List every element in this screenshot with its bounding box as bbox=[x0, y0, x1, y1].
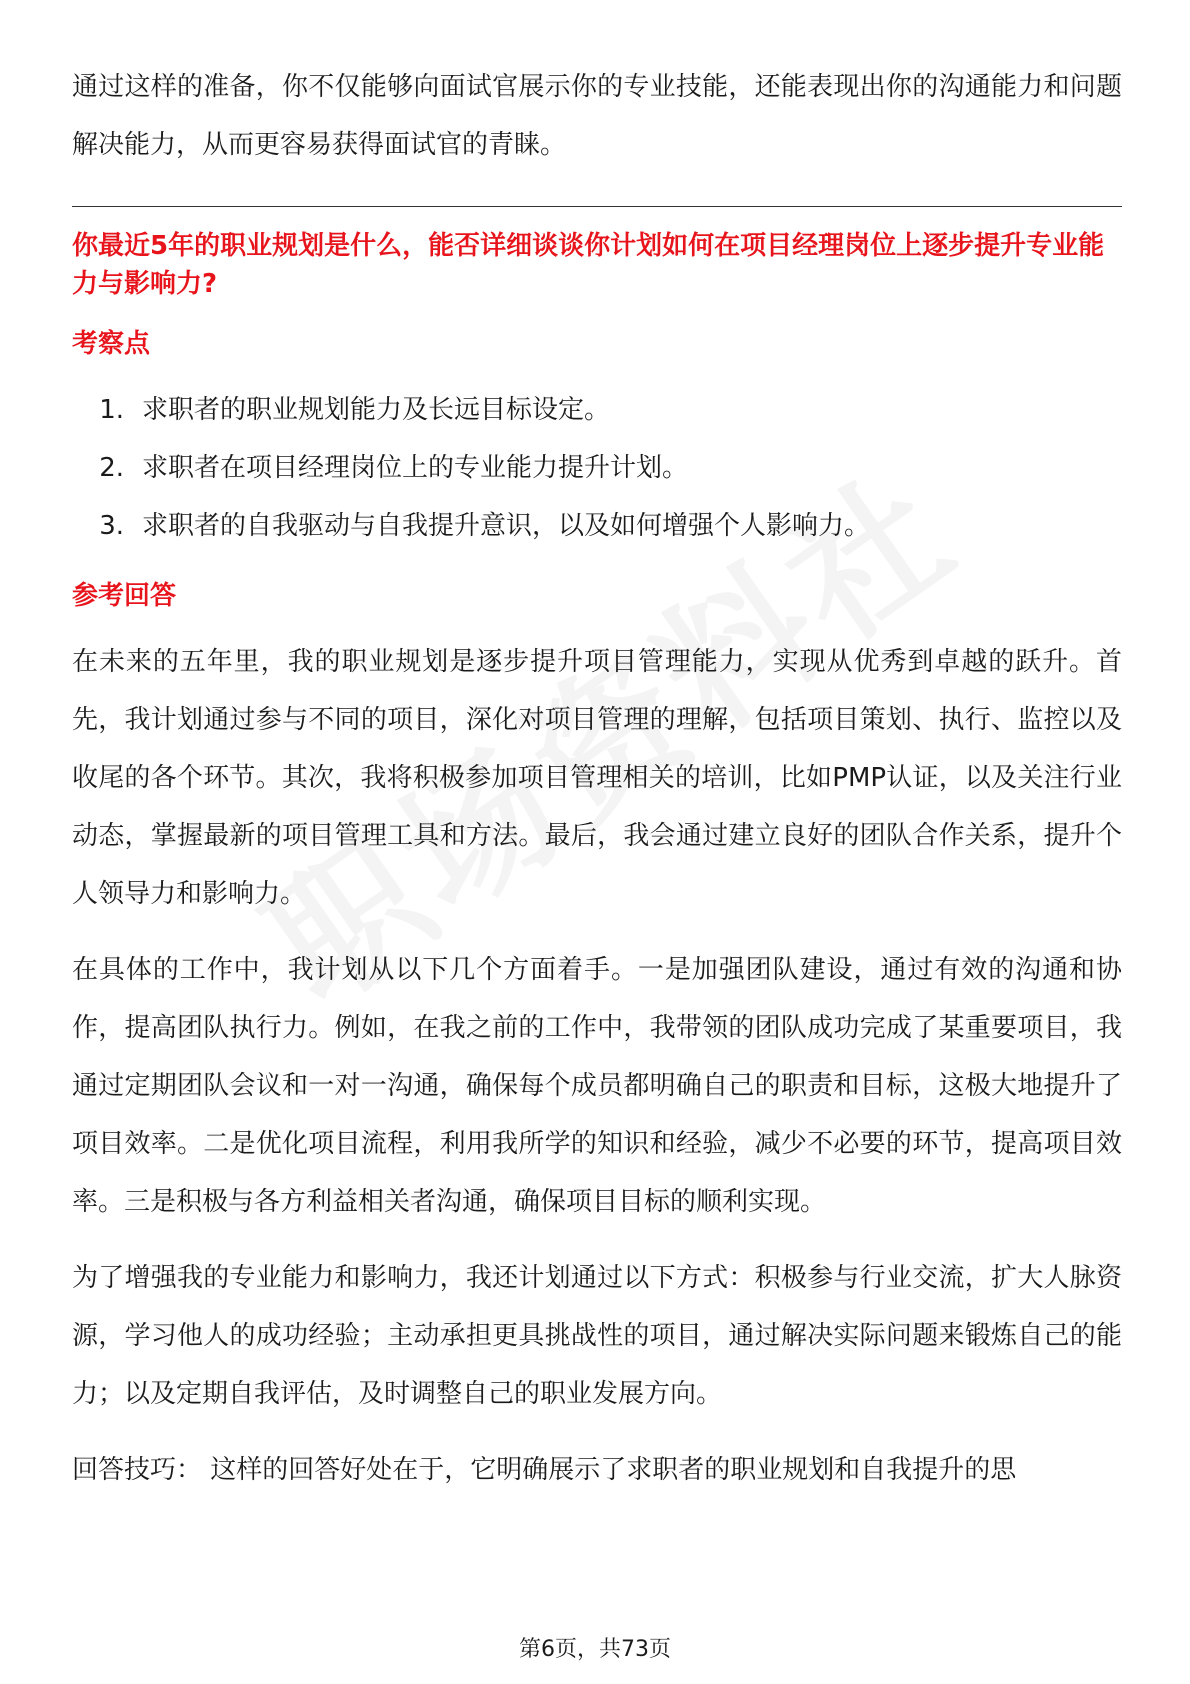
list-number: 1. bbox=[99, 395, 124, 425]
list-item-text: 求职者在项目经理岗位上的专业能力提升计划。 bbox=[142, 453, 689, 483]
page-number-footer: 第6页，共73页 bbox=[519, 1637, 671, 1662]
answer-section-title: 参考回答 bbox=[72, 581, 177, 611]
intro-paragraph: 通过这样的准备，你不仅能够向面试官展示你的专业技能，还能表现出你的沟通能力和问题解决能力，从而更容易获得面试官的青睐。 bbox=[72, 72, 1122, 160]
list-item-text: 求职者的职业规划能力及长远目标设定。 bbox=[142, 395, 611, 425]
section-divider bbox=[72, 206, 1122, 207]
focus-point-1 bbox=[72, 381, 1122, 439]
focus-point-3 bbox=[72, 497, 1122, 555]
list-item-text: 求职者的自我驱动与自我提升意识，以及如何增强个人影响力。 bbox=[142, 511, 871, 541]
answer-paragraph-2: 在具体的工作中，我计划从以下几个方面着手。一是加强团队建设，通过有效的沟通和协作，提高团队执行力。例如，在我之前的工作中，我带领的团队成功完成了某重要项目，我通过定期团队会议和一对一沟通，确保每个成员都明确自己的职责和目标，这极大地提升了项目效率。二是优化项目流程，利用我所学的知识和经验，减少不必要的环节，提高项目效率。三是积极与各方利益相关者沟通，确保项目目标的顺利实现。 bbox=[72, 955, 1122, 1217]
answer-tips-paragraph: 回答技巧： 这样的回答好处在于，它明确展示了求职者的职业规划和自我提升的思 bbox=[72, 1455, 1017, 1485]
focus-section-title: 考察点 bbox=[72, 329, 151, 359]
focus-points-list bbox=[72, 381, 1122, 555]
answer-paragraph-3: 为了增强我的专业能力和影响力，我还计划通过以下方式：积极参与行业交流，扩大人脉资源，学习他人的成功经验；主动承担更具挑战性的项目，通过解决实际问题来锻炼自己的能力；以及定期自我评估，及时调整自己的职业发展方向。 bbox=[72, 1263, 1122, 1409]
answer-paragraph-1: 在未来的五年里，我的职业规划是逐步提升项目管理能力，实现从优秀到卓越的跃升。首先，我计划通过参与不同的项目，深化对项目管理的理解，包括项目策划、执行、监控以及收尾的各个环节。其次，我将积极参加项目管理相关的培训，比如PMP认证，以及关注行业动态，掌握最新的项目管理工具和方法。最后，我会通过建立良好的团队合作关系，提升个人领导力和影响力。 bbox=[72, 647, 1122, 909]
list-number: 2. bbox=[99, 453, 124, 483]
question-heading: 你最近5年的职业规划是什么，能否详细谈谈你计划如何在项目经理岗位上逐步提升专业能力与影响力? bbox=[72, 231, 1105, 299]
page-content bbox=[72, 58, 1122, 1517]
focus-point-2 bbox=[72, 439, 1122, 497]
list-number: 3. bbox=[99, 511, 124, 541]
